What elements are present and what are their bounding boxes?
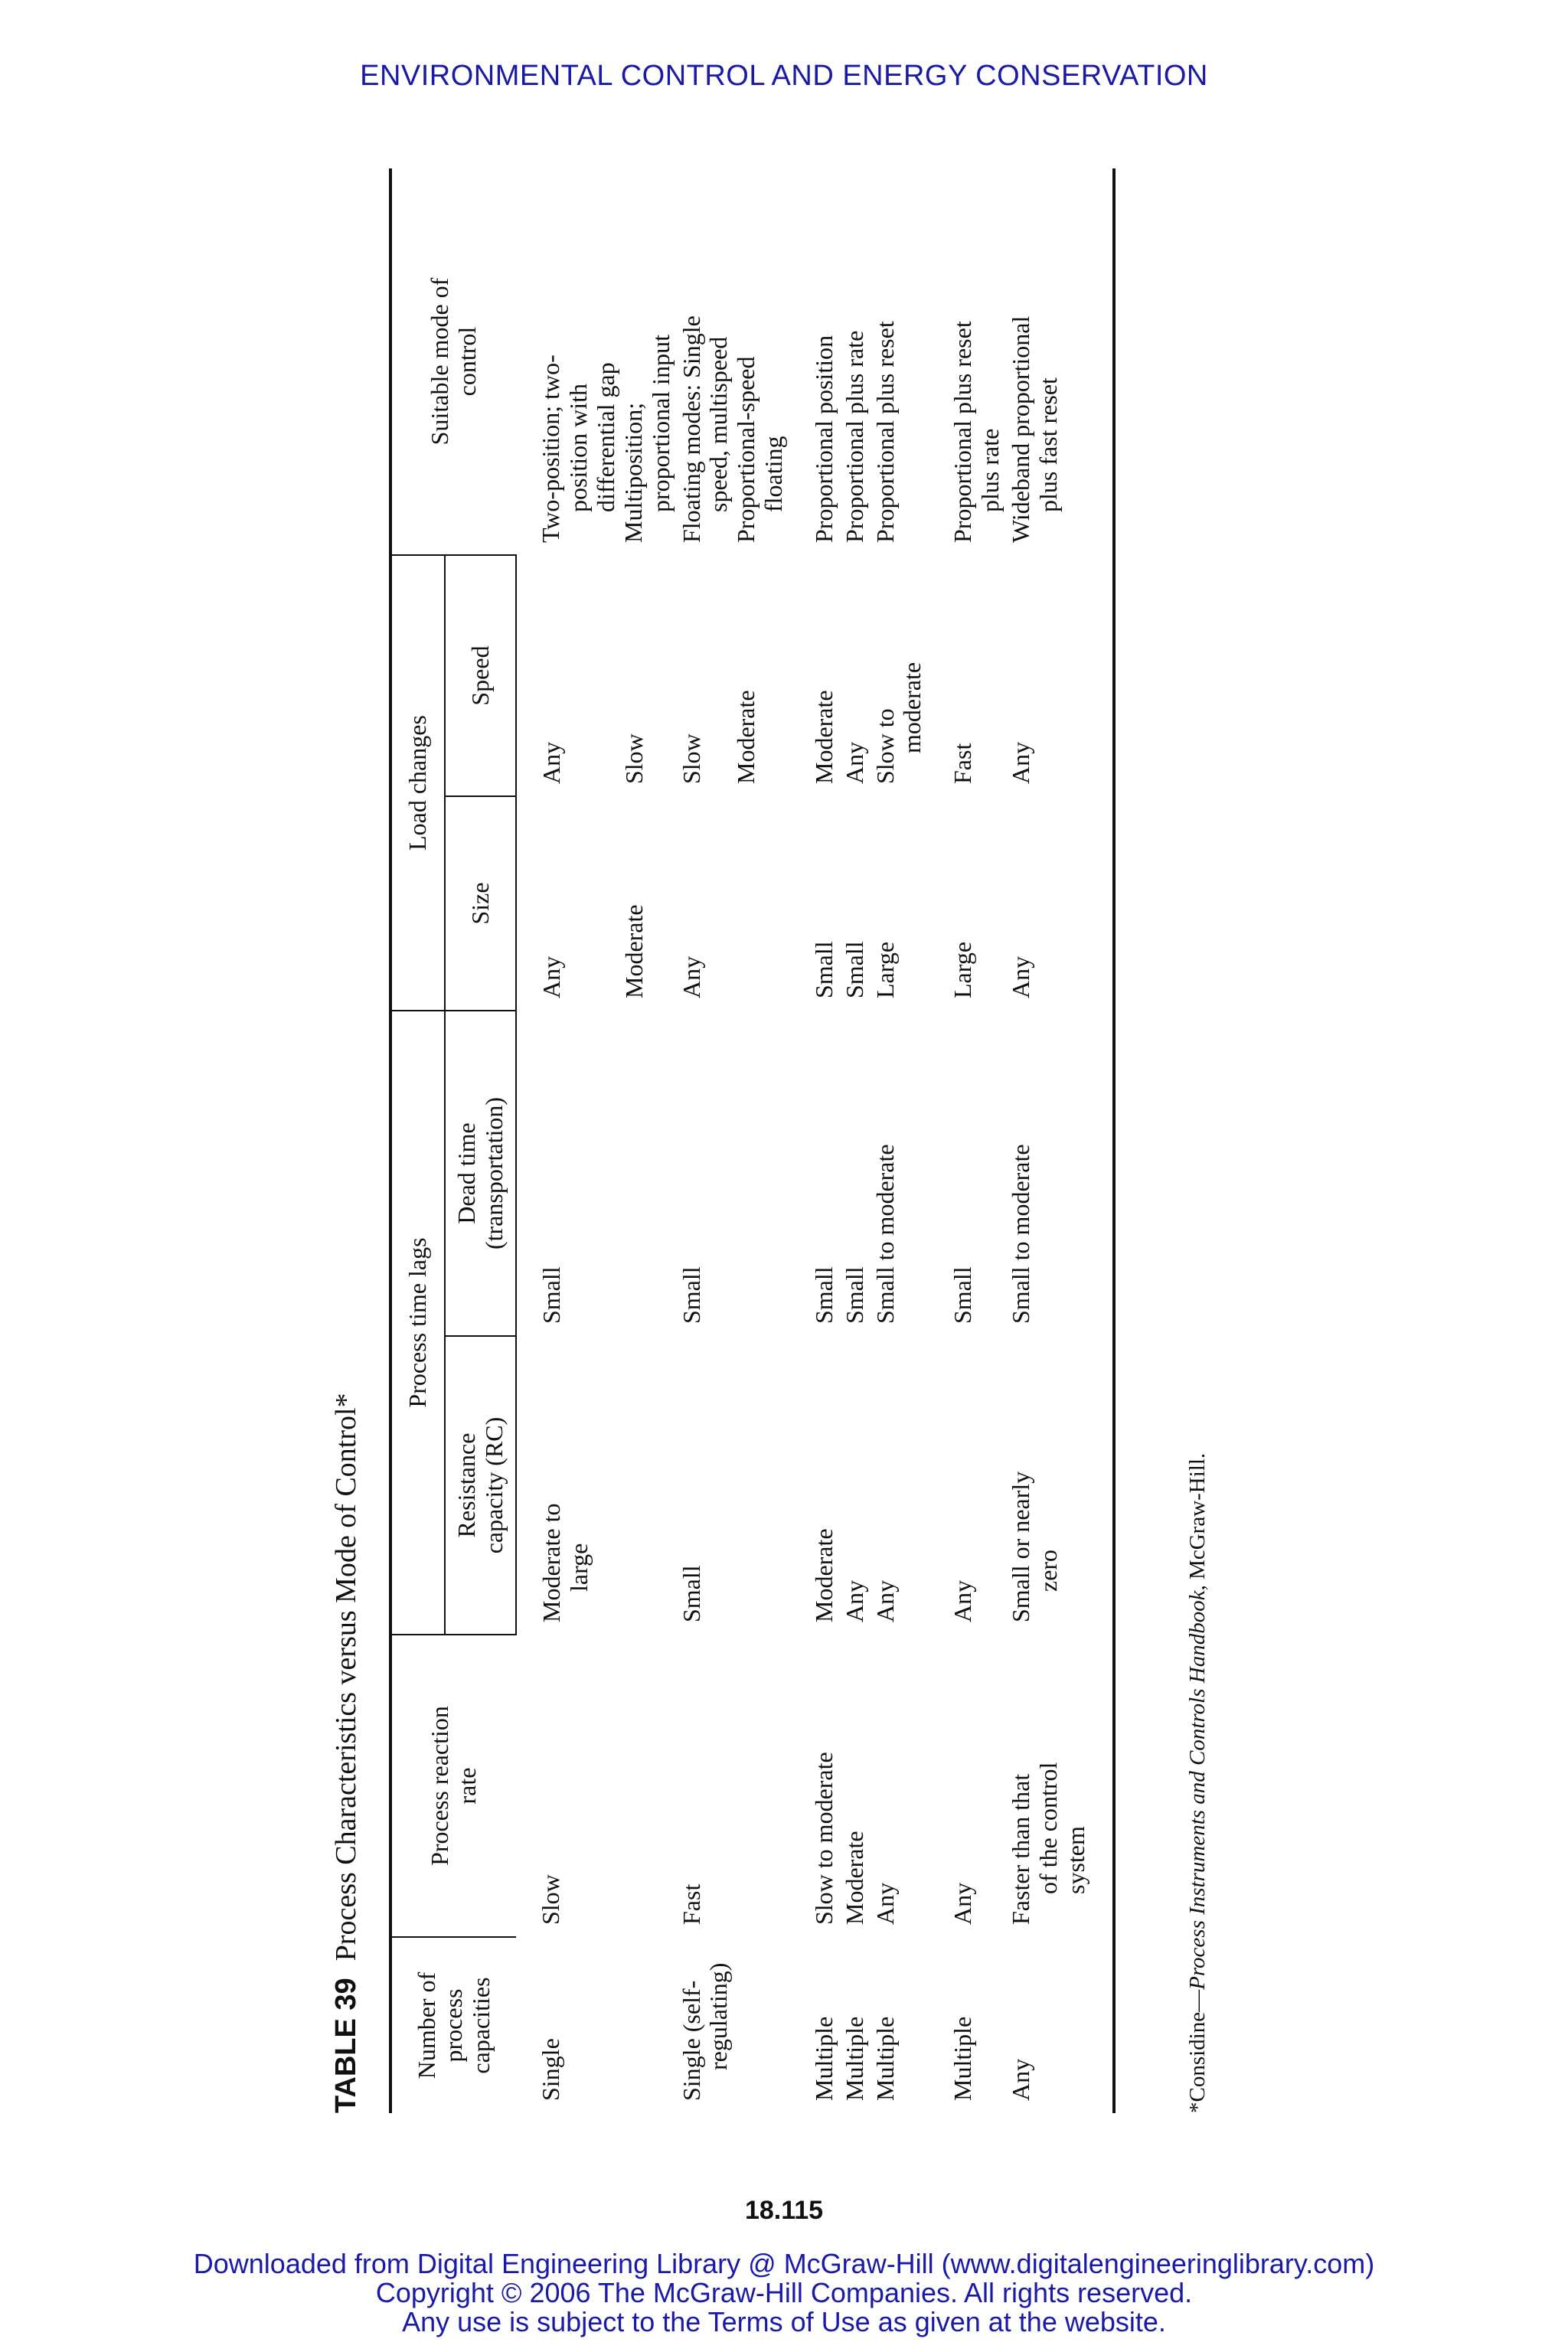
process-characteristics-table xyxy=(389,168,1116,2113)
cell-size: Any xyxy=(1006,796,1114,1011)
cell-size: Large xyxy=(871,941,899,998)
cell-reaction-rate: Slow to moderate xyxy=(809,1752,838,1925)
cell-speed: Slow to moderate xyxy=(871,662,926,784)
terms-line: Any use is subject to the Terms of Use as given at the website. xyxy=(402,2305,1166,2337)
running-head: ENVIRONMENTAL CONTROL AND ENERGY CONSERVATION xyxy=(360,60,1208,92)
header-size: Size xyxy=(445,796,517,1011)
table-row xyxy=(516,168,676,2113)
cell-mode: Wideband proportional plus fast reset xyxy=(1006,168,1114,555)
cell-mode: Two-position; two- position with differential gap Multiposition; proportional input xyxy=(537,335,675,543)
header-group-load-changes: Load changes xyxy=(390,555,445,1011)
cell-reaction-rate: Any xyxy=(949,1882,977,1925)
cell-capacities: Multiple xyxy=(809,2016,838,2101)
cell-mode: Proportional plus rate xyxy=(840,330,868,543)
header-reaction-rate: Process reaction rate xyxy=(390,1635,516,1937)
cell-resistance: Moderate xyxy=(809,1528,838,1622)
table-title: Process Characteristics versus Mode of Control* xyxy=(330,1393,362,1962)
rotated-table-block xyxy=(322,168,1240,2113)
cell-resistance: Small xyxy=(677,1565,705,1622)
table-row xyxy=(840,168,871,2113)
cell-capacities: Single (self- regulating) xyxy=(677,1962,733,2101)
header-group-time-lags: Process time lags xyxy=(390,1011,445,1635)
cell-mode: Floating modes: Single speed, multispeed Proportional-speed floating xyxy=(677,315,788,543)
cell-dead-time: Small xyxy=(537,1266,566,1324)
cell-speed: Any xyxy=(840,741,868,784)
header-dead-time: Dead time (transportation) xyxy=(445,1011,517,1336)
cell-reaction-rate: Faster than that of the control system xyxy=(1006,1635,1114,1937)
cell-reaction-rate: Fast xyxy=(677,1883,705,1925)
cell-capacities: Multiple xyxy=(949,2016,977,2101)
copyright-line: Copyright © 2006 The McGraw-Hill Companies. All rights reserved. xyxy=(375,2276,1193,2308)
cell-reaction-rate: Moderate xyxy=(840,1831,868,1925)
table-caption xyxy=(329,1393,363,2113)
cell-dead-time: Small xyxy=(949,1266,977,1324)
cell-speed: Moderate xyxy=(809,690,838,784)
cell-dead-time: Small to moderate xyxy=(1006,1011,1114,1336)
cell-resistance: Any xyxy=(871,1579,899,1622)
cell-resistance: Any xyxy=(949,1579,977,1622)
header-resistance: Resistance capacity (RC) xyxy=(445,1336,517,1635)
header-speed: Speed xyxy=(445,555,517,796)
cell-mode: Proportional plus reset xyxy=(871,321,899,543)
cell-dead-time: Small xyxy=(809,1266,838,1324)
cell-mode: Proportional plus reset plus rate xyxy=(949,321,1004,543)
page-number: 18.115 xyxy=(744,2196,824,2225)
cell-speed: Fast xyxy=(949,743,977,784)
cell-dead-time: Small xyxy=(840,1266,868,1324)
cell-size: Small xyxy=(809,941,838,998)
download-notice xyxy=(0,2249,1568,2336)
table-number: TABLE 39 xyxy=(330,1978,362,2113)
cell-resistance: Moderate to large xyxy=(537,1503,593,1622)
table-wrapper xyxy=(389,168,1116,2113)
table-row xyxy=(871,168,929,2113)
cell-size: Large xyxy=(949,941,977,998)
cell-size: Small xyxy=(840,941,868,998)
cell-resistance: Any xyxy=(840,1579,868,1622)
header-mode: Suitable mode of control xyxy=(390,168,516,555)
cell-speed: Any Slow xyxy=(537,733,648,784)
download-notice-line: Downloaded from Digital Engineering Library @ McGraw-Hill (www.digitalengineeringlibrary.com) xyxy=(193,2248,1375,2279)
cell-speed: Slow Moderate xyxy=(677,690,760,784)
cell-size: Any Moderate xyxy=(537,904,648,998)
cell-capacities: Any xyxy=(1006,1937,1114,2113)
cell-reaction-rate: Slow xyxy=(537,1874,565,1925)
cell-speed: Any xyxy=(1006,555,1114,796)
table-row xyxy=(1006,168,1114,2113)
cell-reaction-rate: Any xyxy=(871,1882,899,1925)
cell-resistance: Small or nearly zero xyxy=(1006,1336,1114,1635)
table-row xyxy=(789,168,840,2113)
cell-capacities: Single xyxy=(537,2038,565,2101)
cell-dead-time: Small to moderate xyxy=(871,1144,899,1324)
cell-capacities: Multiple xyxy=(840,2016,868,2101)
cell-capacities: Multiple xyxy=(871,2016,899,2101)
header-capacities: Number of process capacities xyxy=(390,1937,516,2113)
table-row xyxy=(677,168,789,2113)
table-footnote: *Considine—Process Instruments and Controls Handbook, McGraw-Hill. xyxy=(1185,1452,1210,2113)
cell-size: Any xyxy=(677,956,705,998)
cell-mode: Proportional position xyxy=(809,335,838,543)
cell-dead-time: Small xyxy=(677,1266,705,1324)
table-row xyxy=(928,168,1006,2113)
